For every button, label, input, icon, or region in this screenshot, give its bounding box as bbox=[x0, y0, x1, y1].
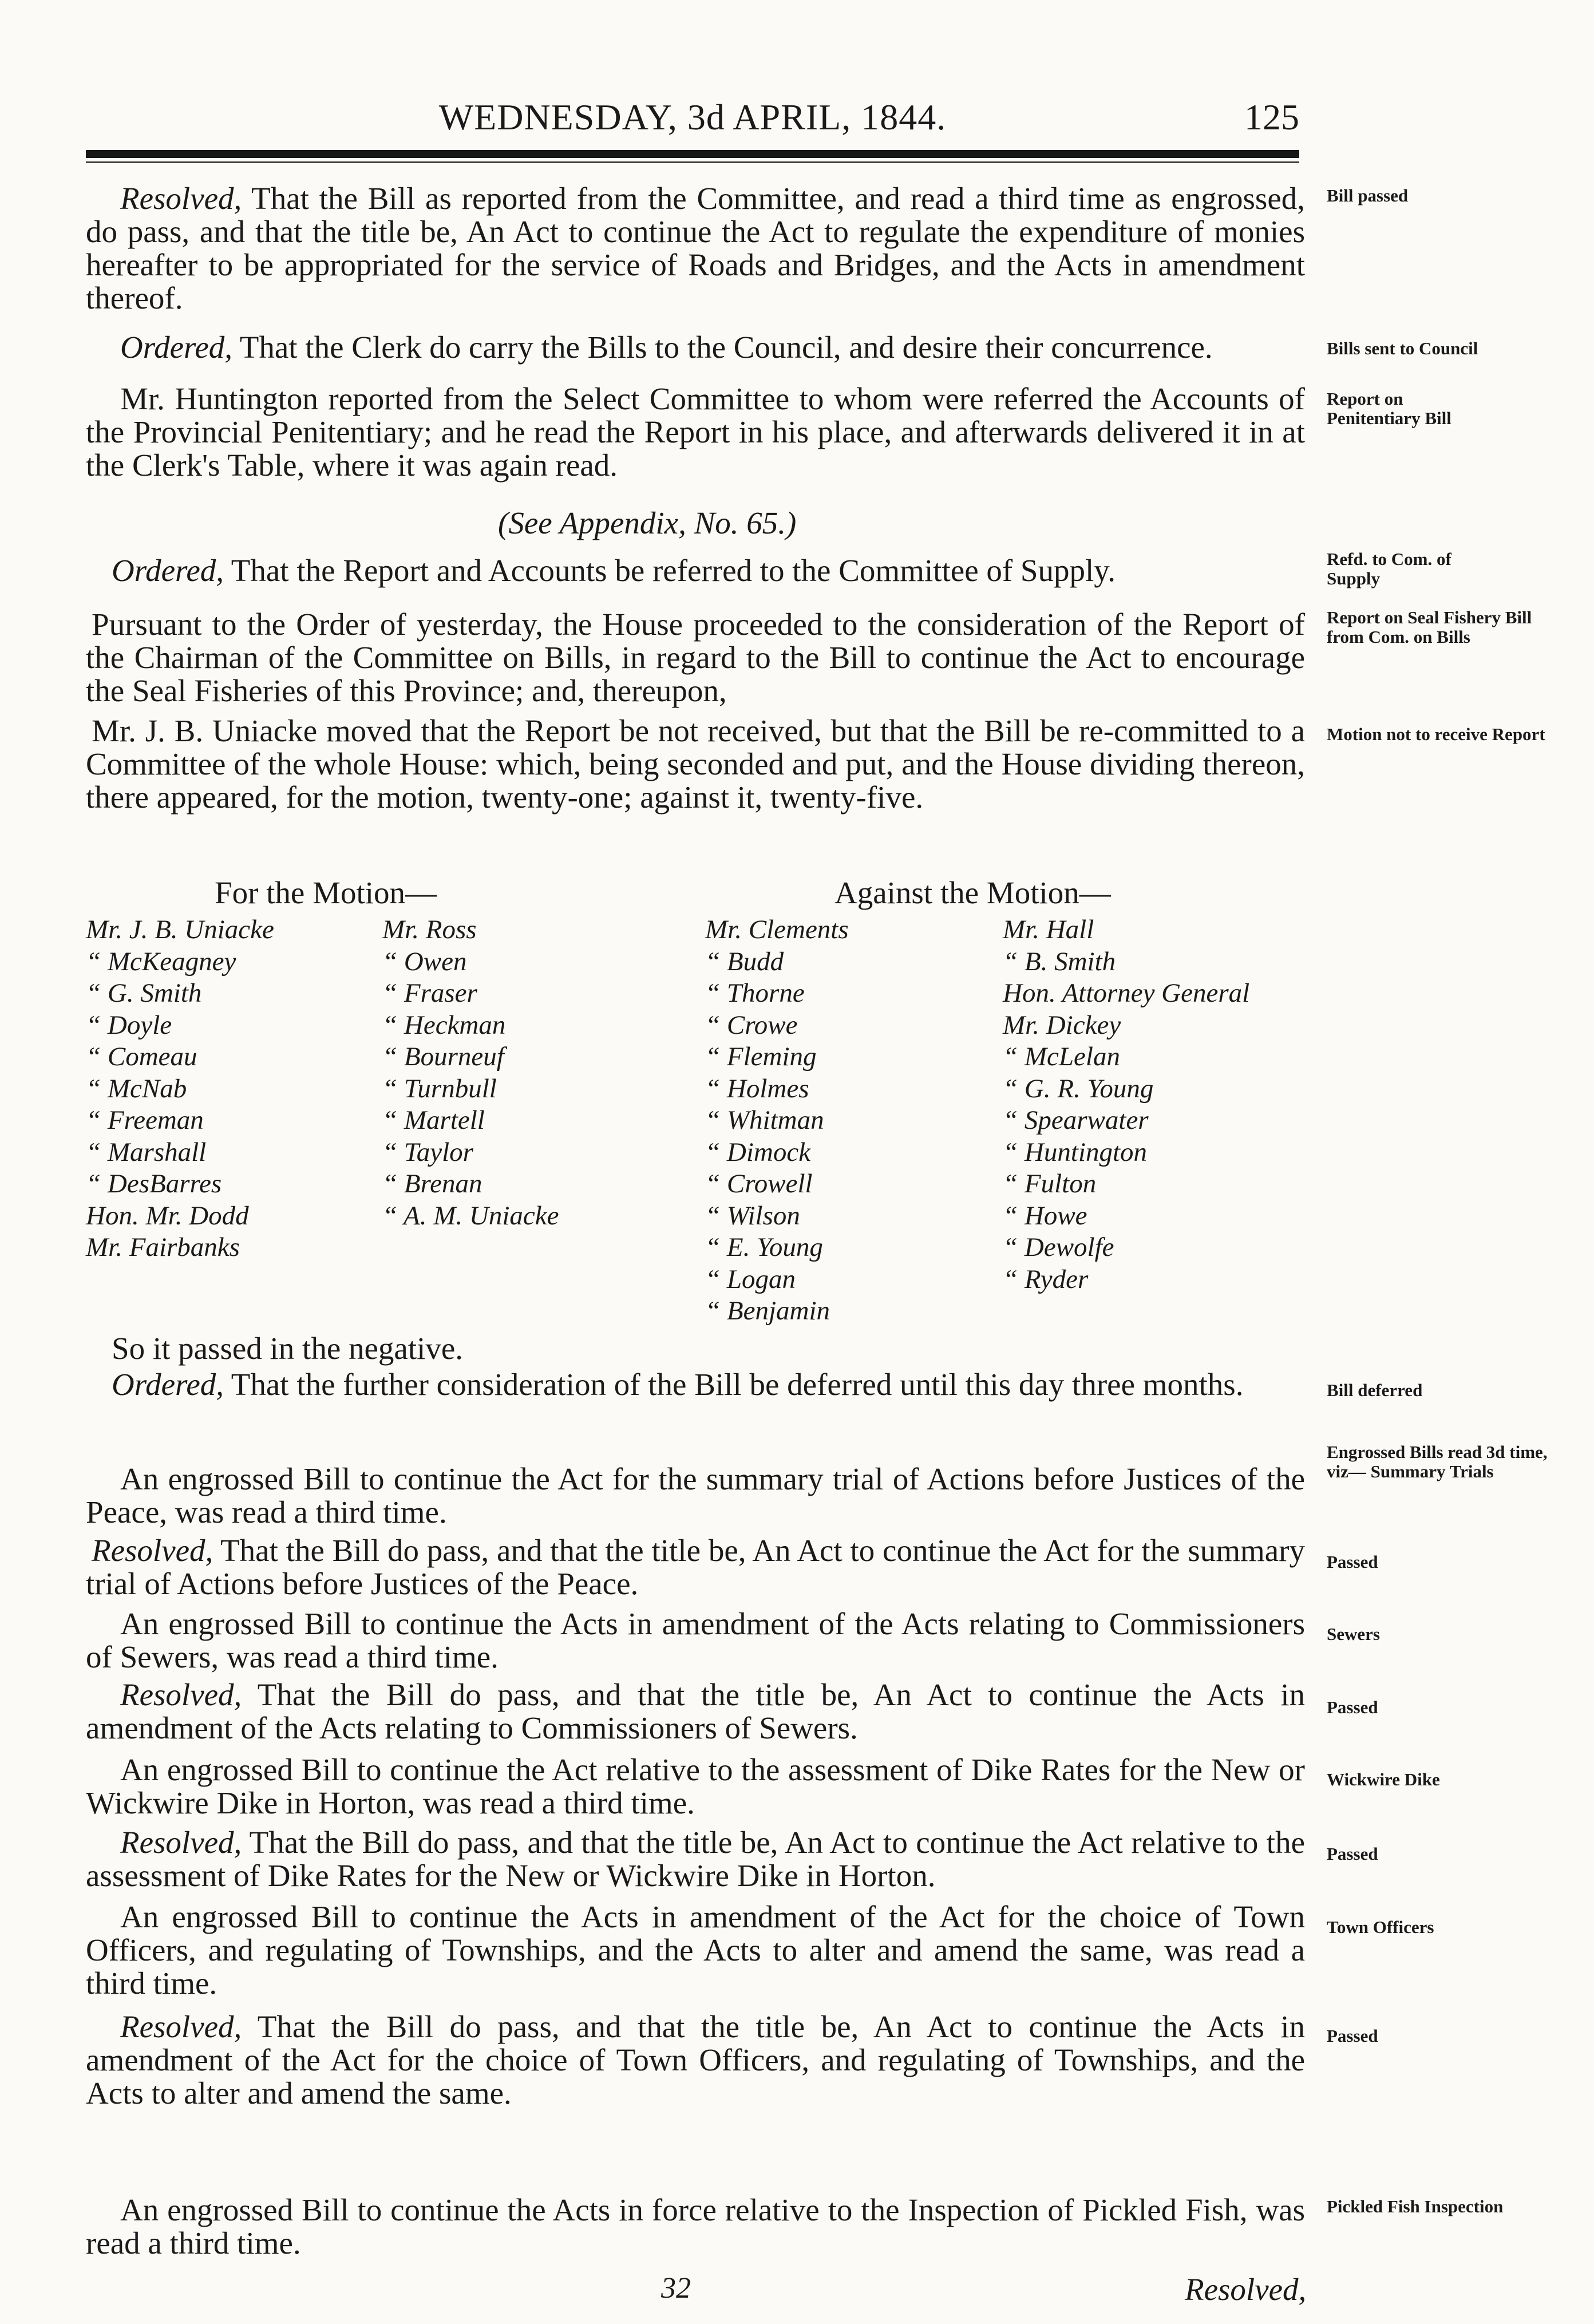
member-name: “ B. Smith bbox=[1003, 946, 1116, 977]
paragraph-text: That the Bill do pass, and that the title be, An Act to continue the Acts in amendment of the Act for the choice of Town Officers, and regulating of Townships, and the Acts to alter and amend the same. bbox=[86, 2009, 1305, 2110]
member-name: “ Wilson bbox=[705, 1200, 800, 1231]
member-name: Mr. Ross bbox=[382, 915, 477, 944]
signature-mark: 32 bbox=[661, 2272, 691, 2305]
member-name: “ Fleming bbox=[705, 1042, 817, 1072]
member-name: Mr. Fairbanks bbox=[86, 1232, 240, 1262]
running-head: WEDNESDAY, 3d APRIL, 1844. bbox=[438, 97, 947, 137]
paragraph-seal-fisheries: Pursuant to the Order of yesterday, the House proceeded to the consideration of the Report of the Chairman of the Committee on Bills, in regard to the Bill to continue the Act to encourage the Seal Fisheries of this Province; and, thereupon, bbox=[86, 607, 1305, 708]
paragraph-summary-trials-resolved bbox=[86, 1534, 1305, 1600]
paragraph-text: That the Bill do pass, and that the title be, An Act to continue the Act relative to the assessment of Dike Rates for the New or Wickwire Dike in Horton. bbox=[86, 1825, 1305, 1893]
member-name: “ G. R. Young bbox=[1003, 1073, 1154, 1104]
page-number: 125 bbox=[1244, 97, 1299, 137]
member-name: Mr. Clements bbox=[705, 915, 849, 944]
member-name: “ Holmes bbox=[705, 1073, 809, 1104]
for-motion-names-col1 bbox=[86, 914, 274, 1264]
margin-note-seal-fishery: Report on Seal Fishery Bill from Com. on Bills bbox=[1327, 607, 1532, 647]
margin-note-motion: Motion not to receive Report bbox=[1327, 724, 1545, 744]
page-header bbox=[86, 96, 1299, 142]
paragraph-refer-to-supply bbox=[86, 554, 1305, 587]
paragraph-bill-passed bbox=[86, 182, 1305, 315]
paragraph-text: That the Bill do pass, and that the title be, An Act to continue the Acts in amendment of the Acts relating to Commissioners of Sewers. bbox=[86, 1677, 1305, 1745]
member-name: “ McNab bbox=[86, 1073, 187, 1104]
member-name: “ DesBarres bbox=[86, 1169, 222, 1199]
member-name: “ Owen bbox=[382, 946, 467, 977]
resolved-label: Resolved, bbox=[120, 1677, 242, 1712]
against-motion-names-col1 bbox=[705, 914, 849, 1327]
member-name: “ Heckman bbox=[382, 1010, 506, 1040]
margin-note-wickwire: Wickwire Dike bbox=[1327, 1769, 1440, 1789]
against-motion-names-col2 bbox=[1003, 914, 1249, 1295]
member-name: “ Budd bbox=[705, 946, 784, 977]
member-name: Hon. Attorney General bbox=[1003, 978, 1250, 1008]
member-name: “ Fraser bbox=[382, 978, 477, 1008]
margin-note-bill-passed: Bill passed bbox=[1327, 185, 1409, 205]
member-name: “ Crowell bbox=[705, 1169, 813, 1199]
margin-note-passed: Passed bbox=[1327, 1697, 1378, 1717]
paragraph-text: That the Bill as reported from the Committee, and read a third time as engrossed, do pass, and that the title be, An Act to continue the Act to regulate the expenditure of monies hereafter to be appropriated for the service of Roads and Bridges, and the Acts in amendment thereof. bbox=[86, 181, 1305, 315]
appendix-reference: (See Appendix, No. 65.) bbox=[498, 505, 797, 540]
margin-note-sewers: Sewers bbox=[1327, 1624, 1380, 1644]
member-name: “ Ryder bbox=[1003, 1264, 1089, 1294]
paragraph-wickwire-dike-resolved bbox=[86, 1826, 1305, 1892]
member-name: “ Marshall bbox=[86, 1137, 207, 1167]
member-name: “ G. Smith bbox=[86, 978, 202, 1008]
member-name: “ Benjamin bbox=[705, 1296, 830, 1326]
paragraph-penitentiary-report: Mr. Huntington reported from the Select Committee to whom were referred the Accounts of the Provincial Penitentiary; and he read the Report in his place, and afterwards delivered it in at the Clerk's Table, where it was again read. bbox=[86, 381, 1305, 483]
header-rule-thin bbox=[86, 161, 1299, 163]
member-name: “ Martell bbox=[382, 1105, 485, 1135]
margin-note-pickled-fish: Pickled Fish Inspection bbox=[1327, 2196, 1504, 2216]
member-name: “ Bourneuf bbox=[382, 1042, 504, 1072]
member-name: “ Howe bbox=[1003, 1200, 1087, 1231]
margin-note-deferred: Bill deferred bbox=[1327, 1380, 1423, 1400]
paragraph-wickwire-dike: An engrossed Bill to continue the Act relative to the assessment of Dike Rates for the New or Wickwire Dike in Horton, was read a third time. bbox=[86, 1752, 1305, 1820]
member-name: “ Taylor bbox=[382, 1137, 473, 1167]
paragraph-sewers-resolved bbox=[86, 1678, 1305, 1745]
header-rule bbox=[86, 150, 1299, 158]
paragraph-town-officers-resolved bbox=[86, 2010, 1305, 2110]
member-name: “ Thorne bbox=[705, 978, 805, 1008]
member-name: “ Fulton bbox=[1003, 1169, 1097, 1199]
margin-note-bills-sent: Bills sent to Council bbox=[1327, 338, 1478, 358]
margin-note-town-officers: Town Officers bbox=[1327, 1917, 1434, 1937]
paragraph-text: That the Report and Accounts be referred to the Committee of Supply. bbox=[231, 553, 1116, 588]
resolved-label: Resolved, bbox=[120, 2009, 242, 2044]
margin-note-penitentiary: Report on Penitentiary Bill bbox=[1327, 389, 1451, 428]
member-name: “ A. M. Uniacke bbox=[382, 1200, 559, 1231]
member-name: “ McLelan bbox=[1003, 1042, 1120, 1072]
ordered-label: Ordered, bbox=[112, 1367, 224, 1402]
margin-note-passed: Passed bbox=[1327, 1844, 1378, 1864]
paragraph-text: That the Clerk do carry the Bills to the Council, and desire their concurrence. bbox=[239, 330, 1213, 365]
paragraph-summary-trials: An engrossed Bill to continue the Act for the summary trial of Actions before Justices of the Peace, was read a third time. bbox=[86, 1461, 1305, 1529]
member-name: Mr. Dickey bbox=[1003, 1010, 1121, 1040]
resolved-label: Resolved, bbox=[92, 1533, 213, 1568]
paragraph-uniacke-motion: Mr. J. B. Uniacke moved that the Report be not received, but that the Bill be re-committed to a Committee of the whole House: which, being seconded and put, and the House dividing thereon, there appeared, for the motion, twenty-one; against it, twenty-five. bbox=[86, 713, 1305, 815]
against-motion-heading: Against the Motion— bbox=[834, 875, 1111, 910]
member-name: “ Dewolfe bbox=[1003, 1232, 1114, 1262]
margin-note-summary-trials: Engrossed Bills read 3d time, viz— Summary Trials bbox=[1327, 1442, 1548, 1481]
member-name: “ E. Young bbox=[705, 1232, 823, 1262]
member-name: Mr. Hall bbox=[1003, 915, 1094, 944]
member-name: “ McKeagney bbox=[86, 946, 236, 977]
paragraph-bills-to-council bbox=[86, 331, 1305, 364]
member-name: “ Dimock bbox=[705, 1137, 811, 1167]
ordered-label: Ordered, bbox=[112, 553, 224, 588]
margin-note-passed: Passed bbox=[1327, 1552, 1378, 1572]
paragraph-town-officers: An engrossed Bill to continue the Acts in amendment of the Act for the choice of Town Officers, and regulating of Townships, and the Acts to alter and amend the same, was read a third time. bbox=[86, 1899, 1305, 2001]
member-name: “ Whitman bbox=[705, 1105, 824, 1135]
member-name: “ Brenan bbox=[382, 1169, 482, 1199]
member-name: “ Spearwater bbox=[1003, 1105, 1149, 1135]
margin-note-supply: Refd. to Com. of Supply bbox=[1327, 549, 1451, 588]
resolved-label: Resolved, bbox=[120, 1825, 242, 1860]
member-name: “ Huntington bbox=[1003, 1137, 1148, 1167]
member-name: “ Logan bbox=[705, 1264, 796, 1294]
margin-note-passed: Passed bbox=[1327, 2026, 1378, 2046]
member-name: “ Comeau bbox=[86, 1042, 197, 1072]
member-name: “ Doyle bbox=[86, 1010, 172, 1040]
member-name: Hon. Mr. Dodd bbox=[86, 1200, 249, 1231]
paragraph-passed-negative: So it passed in the negative. bbox=[112, 1331, 464, 1366]
paragraph-text: That the further consideration of the Bill be deferred until this day three months. bbox=[231, 1367, 1244, 1402]
catchword: Resolved, bbox=[1185, 2272, 1307, 2307]
paragraph-sewers: An engrossed Bill to continue the Acts in amendment of the Acts relating to Commissioners of Sewers, was read a third time. bbox=[86, 1606, 1305, 1674]
paragraph-bill-deferred bbox=[86, 1368, 1305, 1401]
member-name: “ Freeman bbox=[86, 1105, 204, 1135]
member-name: Mr. J. B. Uniacke bbox=[86, 915, 274, 944]
paragraph-pickled-fish: An engrossed Bill to continue the Acts in force relative to the Inspection of Pickled Fish, was read a third time. bbox=[86, 2192, 1305, 2260]
for-motion-heading: For the Motion— bbox=[215, 875, 437, 910]
paragraph-text: That the Bill do pass, and that the title be, An Act to continue the Act for the summary trial of Actions before Justices of the Peace. bbox=[86, 1533, 1305, 1601]
member-name: “ Turnbull bbox=[382, 1073, 497, 1104]
member-name: “ Crowe bbox=[705, 1010, 798, 1040]
ordered-label: Ordered, bbox=[120, 330, 233, 365]
resolved-label: Resolved, bbox=[120, 181, 242, 216]
for-motion-names-col2 bbox=[382, 914, 559, 1232]
